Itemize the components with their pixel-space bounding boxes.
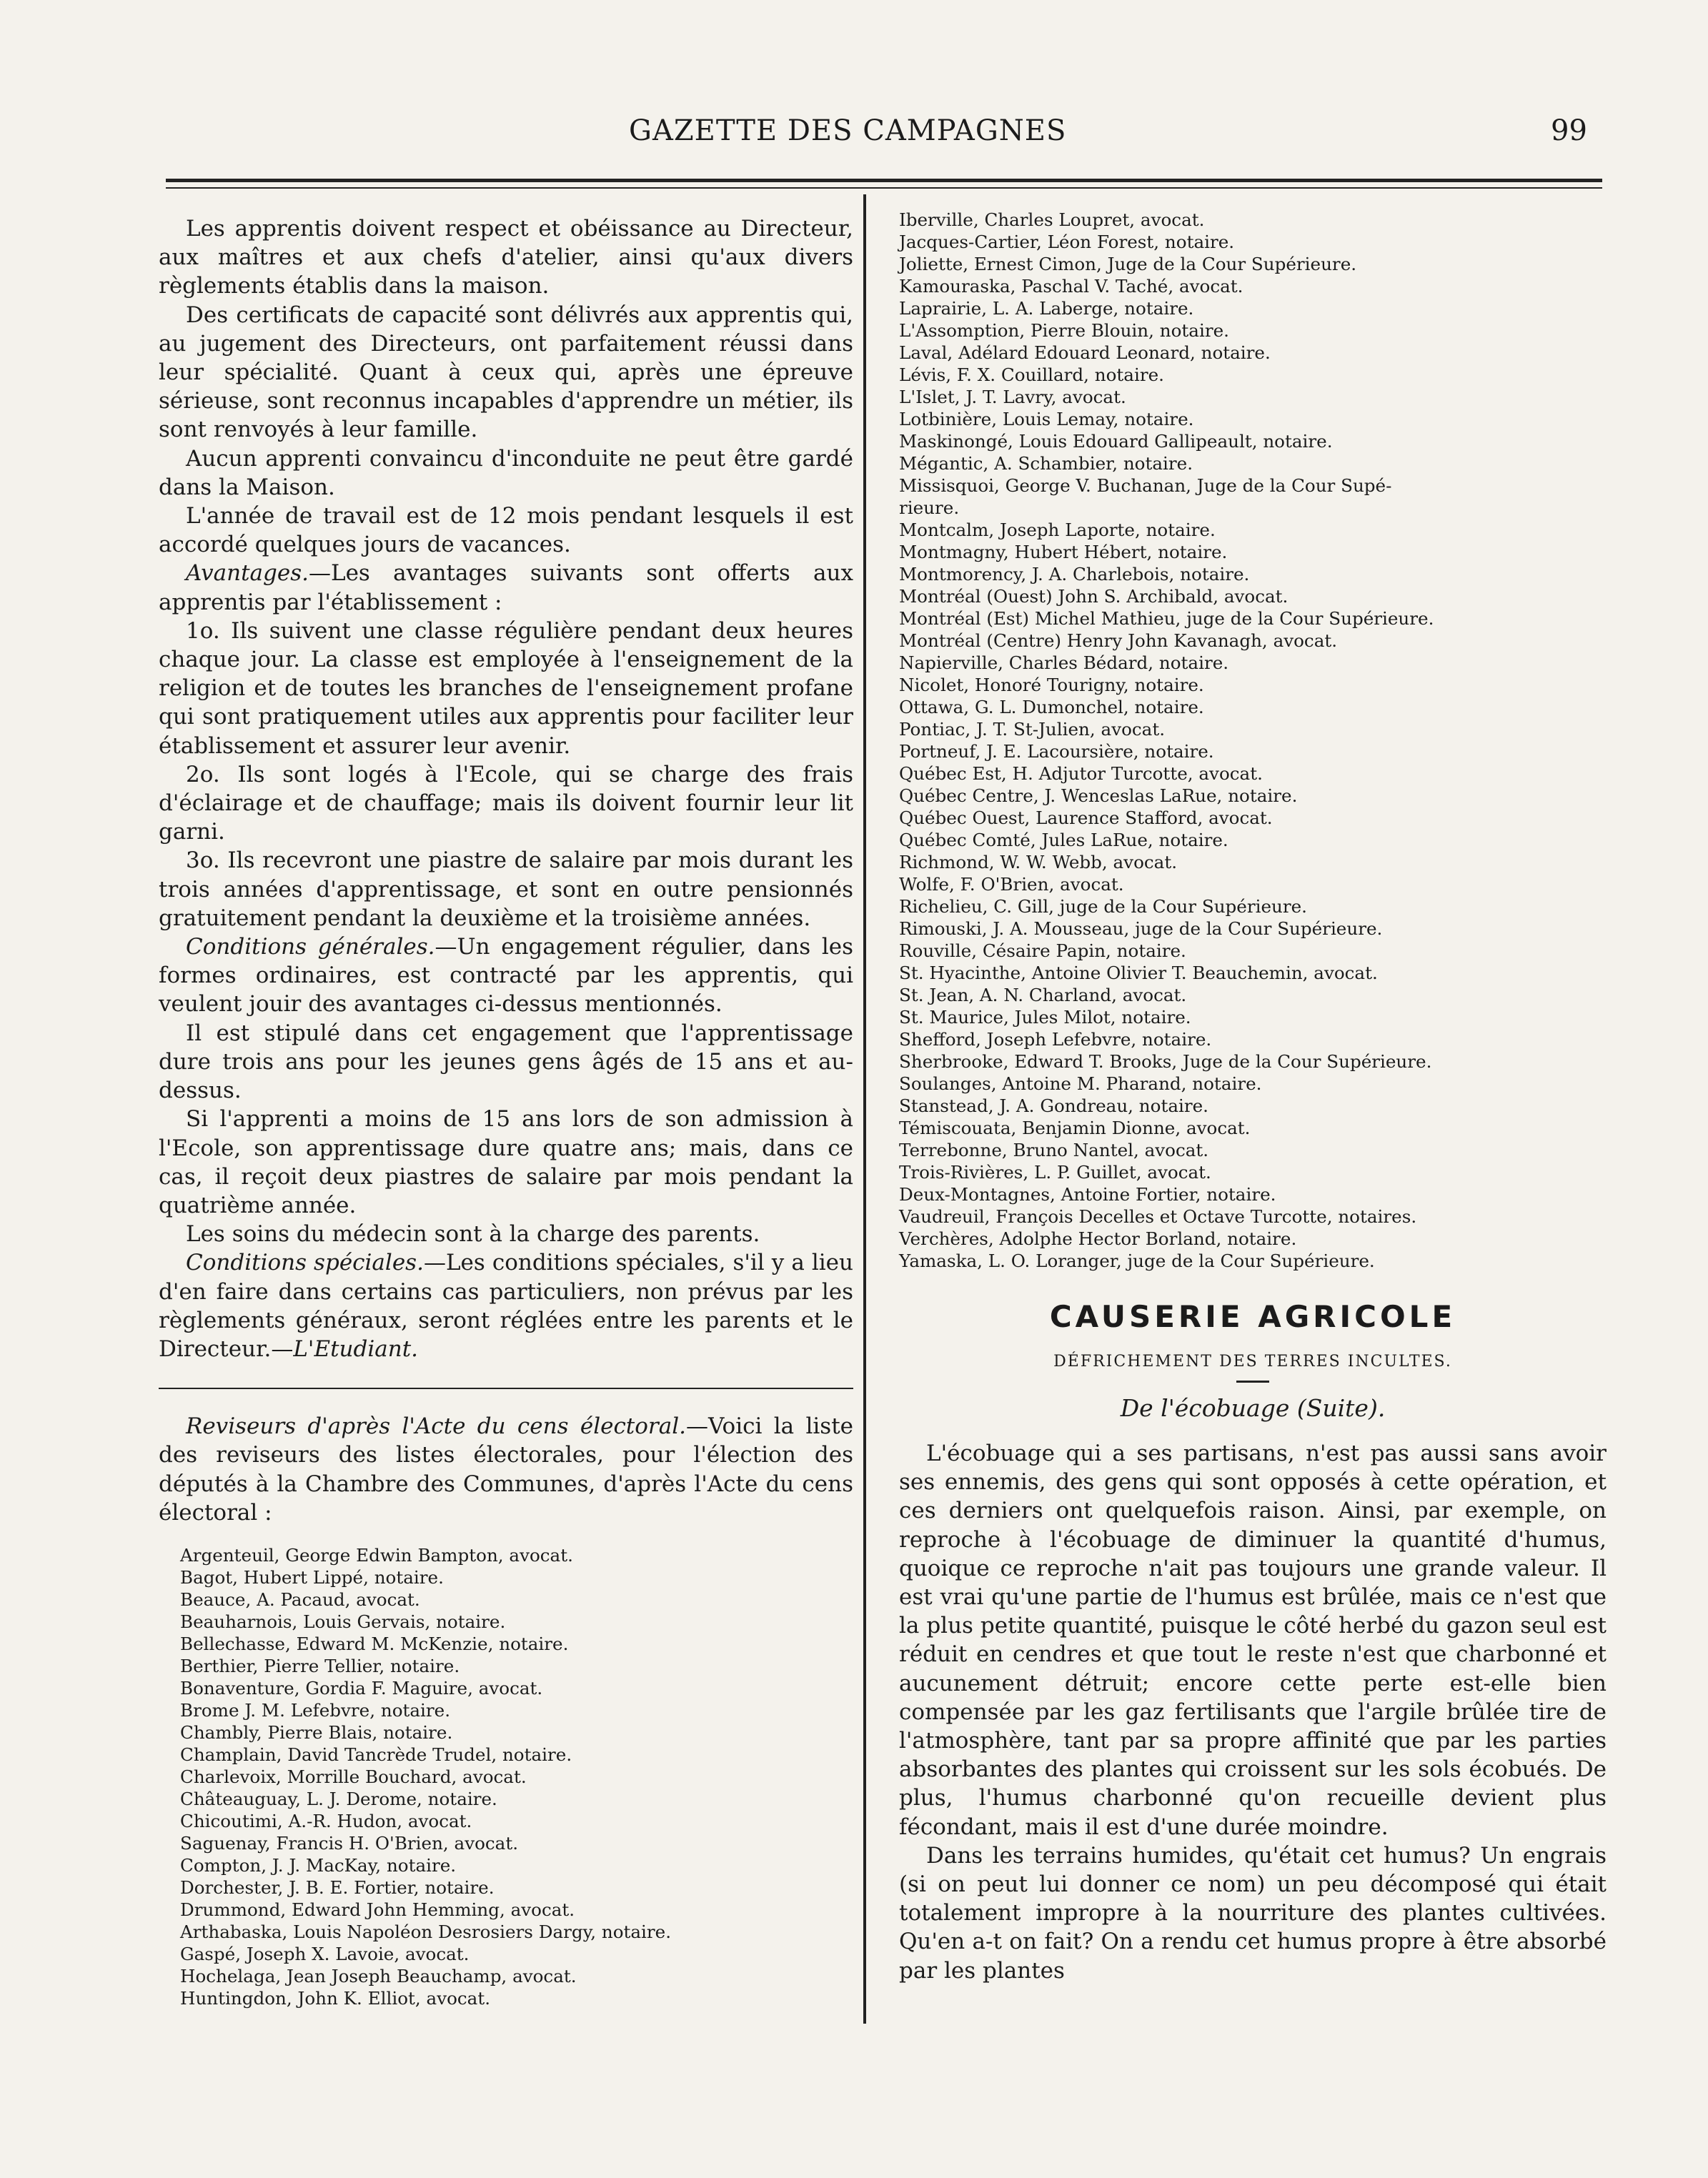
list-item: Ottawa, G. L. Dumonchel, notaire.: [899, 697, 1204, 717]
list-item: Mégantic, A. Schambier, notaire.: [899, 453, 1193, 474]
article-paragraph: [159, 1220, 853, 1248]
list-item: Dorchester, J. B. E. Fortier, notaire.: [180, 1876, 495, 1898]
causerie-paragraph: Dans les terrains humides, qu'était cet humus? Un engrais (si on peut lui donner ce nom) un peu décomposé qui était totalement impropre à la nourriture des plantes cultivées. Qu'en a-t on fait? On a rendu cet humus propre à être absorbé par les plantes: [899, 1842, 1607, 1984]
list-item: Terrebonne, Bruno Nantel, avocat.: [899, 1140, 1209, 1160]
paragraph-text: 3o. Ils recevront une piastre de salaire par mois durant les trois années d'apprentissage, et sont en outre pensionnés gratuitement pendant la deuxième et la troisième années.: [159, 847, 853, 931]
list-item: Chambly, Pierre Blais, notaire.: [180, 1721, 453, 1743]
list-item: Montcalm, Joseph Laporte, notaire.: [899, 519, 1216, 540]
article-paragraph: [159, 760, 853, 847]
list-item: Québec Est, H. Adjutor Turcotte, avocat.: [899, 763, 1263, 784]
list-item: Montmorency, J. A. Charlebois, notaire.: [899, 564, 1250, 585]
list-item: Québec Centre, J. Wenceslas LaRue, notaire.: [899, 785, 1298, 806]
list-item: Beauharnois, Louis Gervais, notaire.: [180, 1611, 506, 1632]
list-item: St. Jean, A. N. Charland, avocat.: [899, 985, 1187, 1005]
paragraph-text: Il est stipulé dans cet engagement que l'apprentissage dure trois ans pour les jeunes gens âgés de 15 ans et au-dessus.: [159, 1020, 853, 1104]
paragraph-text: Si l'apprenti a moins de 15 ans lors de son admission à l'Ecole, son apprentissage dure quatre ans; mais, dans ce cas, il reçoit deux piastres de salaire par mois pendant la quatrième année.: [159, 1106, 853, 1218]
paragraph-text: —Les conditions spéciales, s'il y a lieu d'en faire dans certains cas particuliers, non prévus par les règlements généraux, seront réglées entre les parents et le Directeur.—: [159, 1250, 853, 1362]
article-paragraph: [159, 1248, 853, 1363]
list-item: Montréal (Centre) Henry John Kavanagh, avocat.: [899, 630, 1338, 651]
list-item: Deux-Montagnes, Antoine Fortier, notaire.: [899, 1184, 1276, 1205]
list-item: L'Assomption, Pierre Blouin, notaire.: [899, 320, 1229, 341]
list-item: Brome J. M. Lefebvre, notaire.: [180, 1699, 451, 1721]
paragraph-lead: Avantages.: [186, 560, 309, 587]
list-item: Berthier, Pierre Tellier, notaire.: [180, 1655, 460, 1676]
list-item: Charlevoix, Morrille Bouchard, avocat.: [180, 1766, 527, 1787]
list-item: Rimouski, J. A. Mousseau, juge de la Cour Supérieure.: [899, 918, 1383, 939]
header-rule-thick: [166, 179, 1602, 182]
article-paragraph: [159, 214, 853, 301]
paragraph-text: 1o. Ils suivent une classe régulière pendant deux heures chaque jour. La classe est employée à l'enseignement de la religion et de toutes les branches de l'enseignement profane qui sont pratiquement utiles aux apprentis pour faciliter leur établissement et assurer leur avenir.: [159, 617, 853, 759]
article-paragraph: [159, 617, 853, 760]
paragraph-text: Des certificats de capacité sont délivrés aux apprentis qui, au jugement des Directeurs, ont parfaitement réussi dans leur spécialité. Quant à ceux qui, après une épreuve sérieuse, sont reconnus incapables d'apprendre un métier, ils sont renvoyés à leur famille.: [159, 302, 853, 443]
paragraph-lead: Conditions générales.: [186, 934, 435, 960]
list-item: Richelieu, C. Gill, juge de la Cour Supérieure.: [899, 896, 1307, 917]
list-item: Shefford, Joseph Lefebvre, notaire.: [899, 1029, 1212, 1050]
causerie-title: CAUSERIE AGRICOLE: [1049, 1299, 1456, 1334]
paragraph-text: —Les avantages suivants sont offerts aux apprentis par l'établissement :: [159, 560, 853, 615]
list-item: Portneuf, J. E. Lacoursière, notaire.: [899, 741, 1214, 762]
list-item: Napierville, Charles Bédard, notaire.: [899, 652, 1229, 673]
article-paragraph: [159, 559, 853, 616]
list-item: Montréal (Est) Michel Mathieu, juge de la Cour Supérieure.: [899, 608, 1434, 629]
list-item: Compton, J. J. MacKay, notaire.: [180, 1854, 457, 1876]
list-item: Nicolet, Honoré Tourigny, notaire.: [899, 675, 1204, 695]
list-item: Huntingdon, John K. Elliot, avocat.: [180, 1987, 491, 2009]
list-item: Maskinongé, Louis Edouard Gallipeault, notaire.: [899, 431, 1333, 452]
section-separator: [159, 1388, 853, 1389]
list-item: Richmond, W. W. Webb, avocat.: [899, 852, 1178, 872]
list-item: Champlain, David Tancrède Trudel, notaire.: [180, 1744, 572, 1765]
list-item: Québec Ouest, Laurence Stafford, avocat.: [899, 807, 1273, 828]
short-rule: [1236, 1381, 1269, 1383]
list-item: rieure.: [899, 497, 960, 518]
list-item: Sherbrooke, Edward T. Brooks, Juge de la Cour Supérieure.: [899, 1051, 1432, 1072]
paragraph-text: 2o. Ils sont logés à l'Ecole, qui se charge des frais d'éclairage et de chauffage; mais ils doivent fournir leur lit garni.: [159, 761, 853, 845]
running-title: GAZETTE DES CAMPAGNES: [629, 114, 1067, 147]
list-item: Joliette, Ernest Cimon, Juge de la Cour Supérieure.: [899, 254, 1357, 274]
list-item: St. Hyacinthe, Antoine Olivier T. Beauchemin, avocat.: [899, 963, 1378, 983]
list-item: Châteauguay, L. J. Derome, notaire.: [180, 1788, 497, 1809]
list-item: Argenteuil, George Edwin Bampton, avocat.: [180, 1544, 573, 1566]
list-item: Wolfe, F. O'Brien, avocat.: [899, 874, 1124, 895]
list-item: Kamouraska, Paschal V. Taché, avocat.: [899, 276, 1243, 297]
reviseurs-intro: [159, 1412, 853, 1527]
list-item: Drummond, Edward John Hemming, avocat.: [180, 1899, 575, 1920]
list-item: Rouville, Césaire Papin, notaire.: [899, 940, 1186, 961]
list-item: Pontiac, J. T. St-Julien, avocat.: [899, 719, 1166, 740]
article-paragraph: [159, 1019, 853, 1105]
right-column: [899, 209, 1607, 1985]
paragraph-text: L'année de travail est de 12 mois pendant lesquels il est accordé quelques jours de vacances.: [159, 503, 853, 558]
paragraph-source: L'Etudiant.: [293, 1336, 419, 1362]
reviseurs-intro-text: —Voici la liste des reviseurs des listes électorales, pour l'élection des députés à la Chambre des Communes, d'après l'Acte du cens électoral :: [159, 1413, 854, 1526]
left-paragraphs: [159, 214, 853, 1363]
list-item: Gaspé, Joseph X. Lavoie, avocat.: [180, 1943, 470, 1964]
paragraph-text: Aucun apprenti convaincu d'inconduite ne peut être gardé dans la Maison.: [159, 445, 853, 500]
list-item: St. Maurice, Jules Milot, notaire.: [899, 1007, 1191, 1028]
list-item: Yamaska, L. O. Loranger, juge de la Cour Supérieure.: [899, 1250, 1375, 1271]
list-item: Soulanges, Antoine M. Pharand, notaire.: [899, 1073, 1262, 1094]
list-item: Québec Comté, Jules LaRue, notaire.: [899, 830, 1228, 850]
list-item: Hochelaga, Jean Joseph Beauchamp, avocat.: [180, 1965, 577, 1986]
list-item: Lotbinière, Louis Lemay, notaire.: [899, 409, 1194, 429]
list-item: Stanstead, J. A. Gondreau, notaire.: [899, 1095, 1208, 1116]
list-item: Arthabaska, Louis Napoléon Desrosiers Dargy, notaire.: [180, 1921, 672, 1942]
article-paragraph: [159, 502, 853, 559]
list-item: Témiscouata, Benjamin Dionne, avocat.: [899, 1118, 1251, 1138]
list-item: Saguenay, Francis H. O'Brien, avocat.: [180, 1832, 519, 1854]
list-item: L'Islet, J. T. Lavry, avocat.: [899, 387, 1126, 407]
list-item: Bonaventure, Gordia F. Maguire, avocat.: [180, 1677, 543, 1699]
list-item: Trois-Rivières, L. P. Guillet, avocat.: [899, 1162, 1211, 1183]
article-paragraph: [159, 846, 853, 933]
reviseurs-list-left: [180, 1544, 853, 2009]
column-rule: [863, 194, 866, 2024]
article-paragraph: [159, 301, 853, 444]
list-item: Bellechasse, Edward M. McKenzie, notaire.: [180, 1633, 569, 1654]
page-header: [0, 114, 1708, 150]
list-item: Laprairie, L. A. Laberge, notaire.: [899, 298, 1194, 319]
list-item: Montréal (Ouest) John S. Archibald, avocat.: [899, 586, 1289, 607]
page-number: 99: [1551, 114, 1587, 147]
causerie-section-title: De l'écobuage (Suite).: [1120, 1394, 1386, 1422]
list-item: Laval, Adélard Edouard Leonard, notaire.: [899, 342, 1271, 363]
article-paragraph: [159, 444, 853, 502]
list-item: Vaudreuil, François Decelles et Octave Turcotte, notaires.: [899, 1206, 1417, 1227]
causerie-paragraph: L'écobuage qui a ses partisans, n'est pas aussi sans avoir ses ennemis, des gens qui sont opposés à cette opération, et ces derniers ont quelquefois raison. Ainsi, par exemple, on reproche à l'écobuage de diminuer la quantité d'humus, quoique ce reproche n'ait pas toujours une grande valeur. Il est vrai qu'une partie de l'humus est brûlée, mais ce n'est que la plus petite quantité, puisque le côté herbé du gazon seul est réduit en cendres et que tout le reste n'est que charbonné et aucunement détruit; encore cette perte est-elle bien compensée par les gaz fertilisants que l'argile brûlée tire de l'atmosphère, tant par sa propre affinité que par les parties absorbantes des plantes qui croissent sur les sols écobués. De plus, l'humus charbonné qu'on recueille devient plus fécondant, mais il est d'une durée moindre.: [899, 1441, 1607, 1840]
reviseurs-list-right: [899, 209, 1607, 1272]
list-item: Chicoutimi, A.-R. Hudon, avocat.: [180, 1810, 472, 1831]
left-column: [159, 214, 853, 2009]
list-item: Beauce, A. Pacaud, avocat.: [180, 1588, 420, 1610]
list-item: Montmagny, Hubert Hébert, notaire.: [899, 542, 1228, 562]
header-rule-thin: [166, 187, 1602, 189]
list-item: Lévis, F. X. Couillard, notaire.: [899, 364, 1164, 385]
list-item: Verchères, Adolphe Hector Borland, notaire.: [899, 1228, 1297, 1249]
list-item: Iberville, Charles Loupret, avocat.: [899, 209, 1205, 230]
paragraph-text: Les apprentis doivent respect et obéissance au Directeur, aux maîtres et aux chefs d'atelier, ainsi qu'aux divers règlements établis dans la maison.: [159, 216, 853, 299]
list-item: Missisquoi, George V. Buchanan, Juge de la Cour Supé-: [899, 475, 1392, 496]
causerie-paragraphs: [899, 1439, 1607, 1985]
list-item: Bagot, Hubert Lippé, notaire.: [180, 1566, 444, 1588]
article-paragraph: [159, 933, 853, 1019]
paragraph-text: Les soins du médecin sont à la charge des parents.: [186, 1221, 760, 1248]
reviseurs-heading: Reviseurs d'après l'Acte du cens électoral.: [186, 1413, 687, 1440]
paragraph-lead: Conditions spéciales.: [186, 1250, 424, 1276]
causerie-subtitle: DÉFRICHEMENT DES TERRES INCULTES.: [1053, 1353, 1452, 1371]
list-item: Jacques-Cartier, Léon Forest, notaire.: [899, 232, 1235, 252]
paragraph-text: —Un engagement régulier, dans les formes ordinaires, est contracté par les apprentis, qui veulent jouir des avantages ci-dessus mentionnés.: [159, 934, 853, 1018]
article-paragraph: [159, 1105, 853, 1220]
